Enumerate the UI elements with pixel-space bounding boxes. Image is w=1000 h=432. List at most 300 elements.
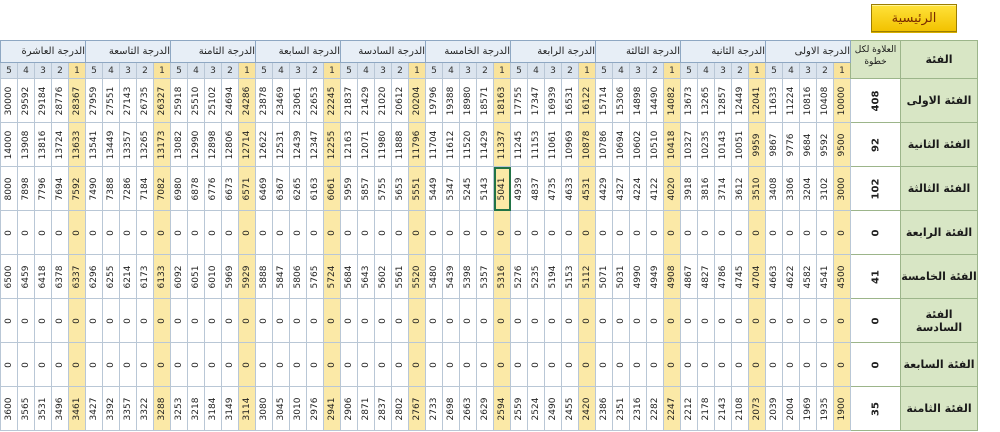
salary-cell[interactable] — [477, 343, 494, 387]
salary-cell[interactable] — [834, 123, 851, 167]
salary-cell[interactable] — [1, 123, 18, 167]
salary-cell[interactable] — [392, 123, 409, 167]
salary-cell[interactable] — [103, 255, 120, 299]
salary-cell[interactable] — [732, 387, 749, 431]
salary-cell[interactable] — [307, 343, 324, 387]
salary-cell[interactable] — [664, 255, 681, 299]
salary-cell[interactable] — [562, 255, 579, 299]
salary-cell[interactable] — [341, 211, 358, 255]
salary-cell[interactable] — [511, 211, 528, 255]
salary-cell[interactable] — [783, 123, 800, 167]
salary-cell[interactable] — [681, 255, 698, 299]
salary-cell[interactable] — [749, 211, 766, 255]
salary-cell[interactable] — [562, 167, 579, 211]
salary-cell[interactable] — [239, 387, 256, 431]
salary-cell[interactable] — [579, 387, 596, 431]
salary-cell[interactable] — [35, 387, 52, 431]
salary-cell[interactable] — [511, 343, 528, 387]
salary-cell[interactable] — [800, 343, 817, 387]
salary-cell[interactable] — [613, 79, 630, 123]
salary-cell[interactable] — [647, 255, 664, 299]
salary-cell[interactable] — [494, 79, 511, 123]
salary-cell[interactable] — [460, 79, 477, 123]
salary-cell[interactable] — [154, 299, 171, 343]
salary-cell[interactable] — [18, 211, 35, 255]
salary-cell[interactable] — [664, 211, 681, 255]
salary-cell[interactable] — [273, 167, 290, 211]
salary-cell[interactable] — [392, 211, 409, 255]
salary-cell[interactable] — [120, 211, 137, 255]
salary-cell[interactable] — [460, 343, 477, 387]
salary-cell[interactable] — [392, 299, 409, 343]
salary-cell[interactable] — [749, 167, 766, 211]
salary-cell[interactable] — [749, 299, 766, 343]
salary-cell[interactable] — [290, 123, 307, 167]
salary-cell[interactable] — [800, 123, 817, 167]
salary-cell[interactable] — [69, 123, 86, 167]
salary-cell[interactable] — [1, 255, 18, 299]
salary-cell[interactable] — [290, 299, 307, 343]
salary-cell[interactable] — [766, 123, 783, 167]
salary-cell[interactable] — [494, 255, 511, 299]
salary-cell[interactable] — [205, 343, 222, 387]
salary-cell[interactable] — [426, 387, 443, 431]
salary-cell[interactable] — [103, 387, 120, 431]
salary-cell[interactable] — [256, 299, 273, 343]
salary-cell[interactable] — [426, 343, 443, 387]
salary-cell[interactable] — [834, 211, 851, 255]
salary-cell[interactable] — [443, 79, 460, 123]
salary-cell[interactable] — [409, 255, 426, 299]
salary-cell[interactable] — [766, 167, 783, 211]
salary-cell[interactable] — [239, 79, 256, 123]
salary-cell[interactable] — [35, 79, 52, 123]
salary-cell[interactable] — [681, 343, 698, 387]
salary-cell[interactable] — [630, 167, 647, 211]
salary-cell[interactable] — [392, 343, 409, 387]
salary-cell[interactable] — [749, 123, 766, 167]
salary-cell[interactable] — [52, 387, 69, 431]
salary-cell[interactable] — [154, 123, 171, 167]
salary-cell[interactable] — [443, 299, 460, 343]
salary-cell[interactable] — [52, 255, 69, 299]
salary-cell[interactable] — [18, 123, 35, 167]
salary-cell[interactable] — [800, 255, 817, 299]
increment-cell[interactable] — [851, 255, 901, 299]
salary-cell[interactable] — [647, 167, 664, 211]
salary-cell[interactable] — [613, 167, 630, 211]
salary-cell[interactable] — [18, 255, 35, 299]
salary-cell[interactable] — [273, 255, 290, 299]
salary-cell[interactable] — [579, 167, 596, 211]
salary-cell[interactable] — [834, 387, 851, 431]
salary-cell[interactable] — [188, 387, 205, 431]
salary-cell[interactable] — [222, 211, 239, 255]
salary-cell[interactable] — [375, 387, 392, 431]
salary-cell[interactable] — [443, 167, 460, 211]
salary-cell[interactable] — [511, 299, 528, 343]
salary-cell[interactable] — [409, 123, 426, 167]
salary-cell[interactable] — [817, 299, 834, 343]
salary-cell[interactable] — [494, 167, 511, 211]
salary-cell[interactable] — [545, 211, 562, 255]
salary-cell[interactable] — [562, 79, 579, 123]
salary-cell[interactable] — [817, 167, 834, 211]
salary-cell[interactable] — [732, 343, 749, 387]
salary-cell[interactable] — [69, 387, 86, 431]
salary-cell[interactable] — [307, 211, 324, 255]
salary-cell[interactable] — [392, 255, 409, 299]
salary-cell[interactable] — [375, 123, 392, 167]
salary-cell[interactable] — [630, 79, 647, 123]
salary-cell[interactable] — [171, 79, 188, 123]
salary-cell[interactable] — [307, 387, 324, 431]
salary-cell[interactable] — [698, 211, 715, 255]
salary-cell[interactable] — [681, 211, 698, 255]
salary-cell[interactable] — [392, 167, 409, 211]
salary-cell[interactable] — [596, 299, 613, 343]
salary-cell[interactable] — [545, 255, 562, 299]
salary-cell[interactable] — [460, 211, 477, 255]
salary-cell[interactable] — [324, 211, 341, 255]
salary-cell[interactable] — [35, 255, 52, 299]
salary-cell[interactable] — [341, 299, 358, 343]
salary-cell[interactable] — [1, 211, 18, 255]
salary-cell[interactable] — [171, 343, 188, 387]
salary-cell[interactable] — [545, 343, 562, 387]
salary-cell[interactable] — [579, 211, 596, 255]
salary-cell[interactable] — [528, 387, 545, 431]
salary-cell[interactable] — [69, 255, 86, 299]
salary-cell[interactable] — [18, 299, 35, 343]
salary-cell[interactable] — [579, 123, 596, 167]
salary-cell[interactable] — [460, 299, 477, 343]
main-menu-button[interactable]: الرئيسية — [871, 4, 957, 32]
salary-cell[interactable] — [358, 123, 375, 167]
salary-cell[interactable] — [341, 255, 358, 299]
salary-cell[interactable] — [681, 79, 698, 123]
salary-cell[interactable] — [817, 123, 834, 167]
salary-cell[interactable] — [103, 299, 120, 343]
salary-cell[interactable] — [154, 343, 171, 387]
salary-cell[interactable] — [358, 343, 375, 387]
salary-cell[interactable] — [35, 167, 52, 211]
salary-cell[interactable] — [698, 123, 715, 167]
salary-cell[interactable] — [290, 167, 307, 211]
salary-cell[interactable] — [647, 211, 664, 255]
salary-cell[interactable] — [69, 167, 86, 211]
salary-cell[interactable] — [732, 167, 749, 211]
salary-cell[interactable] — [800, 387, 817, 431]
salary-cell[interactable] — [307, 299, 324, 343]
salary-cell[interactable] — [69, 299, 86, 343]
salary-cell[interactable] — [375, 299, 392, 343]
salary-cell[interactable] — [171, 123, 188, 167]
salary-cell[interactable] — [392, 79, 409, 123]
salary-cell[interactable] — [426, 255, 443, 299]
salary-cell[interactable] — [800, 299, 817, 343]
salary-cell[interactable] — [205, 79, 222, 123]
salary-cell[interactable] — [358, 255, 375, 299]
salary-cell[interactable] — [834, 255, 851, 299]
salary-cell[interactable] — [205, 211, 222, 255]
salary-cell[interactable] — [120, 299, 137, 343]
salary-cell[interactable] — [681, 167, 698, 211]
salary-cell[interactable] — [409, 79, 426, 123]
salary-cell[interactable] — [477, 167, 494, 211]
salary-cell[interactable] — [596, 123, 613, 167]
salary-cell[interactable] — [341, 123, 358, 167]
salary-cell[interactable] — [171, 299, 188, 343]
salary-cell[interactable] — [290, 343, 307, 387]
salary-cell[interactable] — [630, 211, 647, 255]
salary-cell[interactable] — [749, 79, 766, 123]
salary-cell[interactable] — [698, 167, 715, 211]
salary-cell[interactable] — [562, 387, 579, 431]
salary-cell[interactable] — [307, 255, 324, 299]
salary-cell[interactable] — [766, 299, 783, 343]
salary-cell[interactable] — [35, 123, 52, 167]
salary-cell[interactable] — [358, 387, 375, 431]
salary-cell[interactable] — [579, 255, 596, 299]
salary-cell[interactable] — [443, 211, 460, 255]
salary-cell[interactable] — [647, 299, 664, 343]
increment-cell[interactable] — [851, 123, 901, 167]
salary-cell[interactable] — [460, 387, 477, 431]
salary-cell[interactable] — [630, 123, 647, 167]
salary-cell[interactable] — [324, 387, 341, 431]
salary-cell[interactable] — [239, 299, 256, 343]
salary-cell[interactable] — [120, 167, 137, 211]
salary-cell[interactable] — [766, 211, 783, 255]
salary-cell[interactable] — [188, 167, 205, 211]
salary-cell[interactable] — [511, 255, 528, 299]
salary-cell[interactable] — [52, 123, 69, 167]
salary-cell[interactable] — [443, 387, 460, 431]
salary-cell[interactable] — [528, 211, 545, 255]
salary-cell[interactable] — [154, 387, 171, 431]
salary-cell[interactable] — [137, 211, 154, 255]
salary-cell[interactable] — [426, 79, 443, 123]
salary-cell[interactable] — [18, 343, 35, 387]
salary-cell[interactable] — [1, 79, 18, 123]
salary-cell[interactable] — [103, 123, 120, 167]
salary-cell[interactable] — [154, 167, 171, 211]
salary-cell[interactable] — [358, 79, 375, 123]
salary-cell[interactable] — [222, 79, 239, 123]
salary-cell[interactable] — [256, 255, 273, 299]
salary-cell[interactable] — [681, 387, 698, 431]
salary-cell[interactable] — [52, 299, 69, 343]
salary-cell[interactable] — [630, 387, 647, 431]
salary-cell[interactable] — [477, 299, 494, 343]
salary-cell[interactable] — [239, 167, 256, 211]
salary-cell[interactable] — [256, 79, 273, 123]
salary-cell[interactable] — [154, 79, 171, 123]
salary-cell[interactable] — [664, 79, 681, 123]
salary-cell[interactable] — [732, 123, 749, 167]
salary-cell[interactable] — [477, 123, 494, 167]
salary-cell[interactable] — [834, 167, 851, 211]
salary-cell[interactable] — [579, 79, 596, 123]
salary-cell[interactable] — [766, 255, 783, 299]
salary-cell[interactable] — [664, 167, 681, 211]
salary-cell[interactable] — [800, 167, 817, 211]
salary-cell[interactable] — [817, 255, 834, 299]
salary-cell[interactable] — [222, 343, 239, 387]
salary-cell[interactable] — [596, 211, 613, 255]
salary-cell[interactable] — [103, 211, 120, 255]
salary-cell[interactable] — [732, 255, 749, 299]
increment-cell[interactable] — [851, 387, 901, 431]
salary-cell[interactable] — [290, 79, 307, 123]
salary-cell[interactable] — [647, 79, 664, 123]
salary-cell[interactable] — [392, 387, 409, 431]
salary-cell[interactable] — [783, 255, 800, 299]
salary-cell[interactable] — [188, 299, 205, 343]
salary-cell[interactable] — [171, 211, 188, 255]
salary-cell[interactable] — [545, 167, 562, 211]
salary-cell[interactable] — [103, 343, 120, 387]
salary-cell[interactable] — [596, 343, 613, 387]
salary-cell[interactable] — [511, 167, 528, 211]
salary-cell[interactable] — [103, 79, 120, 123]
salary-cell[interactable] — [562, 123, 579, 167]
salary-cell[interactable] — [188, 211, 205, 255]
salary-cell[interactable] — [800, 79, 817, 123]
salary-cell[interactable] — [664, 387, 681, 431]
salary-cell[interactable] — [86, 79, 103, 123]
salary-cell[interactable] — [137, 387, 154, 431]
salary-cell[interactable] — [698, 299, 715, 343]
salary-cell[interactable] — [273, 211, 290, 255]
salary-cell[interactable] — [358, 211, 375, 255]
salary-cell[interactable] — [681, 123, 698, 167]
salary-cell[interactable] — [409, 299, 426, 343]
salary-cell[interactable] — [528, 299, 545, 343]
salary-cell[interactable] — [664, 343, 681, 387]
salary-cell[interactable] — [715, 123, 732, 167]
salary-cell[interactable] — [86, 255, 103, 299]
salary-cell[interactable] — [86, 123, 103, 167]
salary-cell[interactable] — [239, 123, 256, 167]
salary-cell[interactable] — [528, 167, 545, 211]
salary-cell[interactable] — [86, 167, 103, 211]
salary-cell[interactable] — [137, 343, 154, 387]
salary-cell[interactable] — [205, 387, 222, 431]
salary-cell[interactable] — [698, 255, 715, 299]
salary-cell[interactable] — [205, 123, 222, 167]
salary-cell[interactable] — [171, 387, 188, 431]
salary-cell[interactable] — [52, 167, 69, 211]
salary-cell[interactable] — [783, 387, 800, 431]
salary-cell[interactable] — [324, 79, 341, 123]
salary-cell[interactable] — [511, 387, 528, 431]
salary-cell[interactable] — [545, 123, 562, 167]
salary-cell[interactable] — [120, 343, 137, 387]
salary-cell[interactable] — [341, 387, 358, 431]
salary-cell[interactable] — [188, 79, 205, 123]
salary-cell[interactable] — [596, 167, 613, 211]
salary-cell[interactable] — [460, 123, 477, 167]
salary-cell[interactable] — [205, 299, 222, 343]
salary-cell[interactable] — [511, 123, 528, 167]
salary-cell[interactable] — [494, 387, 511, 431]
salary-cell[interactable] — [443, 343, 460, 387]
salary-cell[interactable] — [443, 123, 460, 167]
salary-cell[interactable] — [630, 343, 647, 387]
salary-cell[interactable] — [1, 343, 18, 387]
salary-cell[interactable] — [834, 343, 851, 387]
salary-cell[interactable] — [715, 79, 732, 123]
salary-cell[interactable] — [426, 123, 443, 167]
salary-cell[interactable] — [613, 299, 630, 343]
salary-cell[interactable] — [409, 387, 426, 431]
salary-cell[interactable] — [766, 387, 783, 431]
salary-cell[interactable] — [698, 387, 715, 431]
salary-cell[interactable] — [358, 167, 375, 211]
salary-cell[interactable] — [664, 123, 681, 167]
salary-cell[interactable] — [239, 255, 256, 299]
salary-cell[interactable] — [290, 255, 307, 299]
salary-cell[interactable] — [426, 299, 443, 343]
salary-cell[interactable] — [477, 79, 494, 123]
salary-cell[interactable] — [647, 387, 664, 431]
salary-cell[interactable] — [222, 387, 239, 431]
salary-cell[interactable] — [154, 211, 171, 255]
salary-cell[interactable] — [426, 167, 443, 211]
salary-cell[interactable] — [613, 255, 630, 299]
salary-cell[interactable] — [137, 123, 154, 167]
salary-cell[interactable] — [307, 123, 324, 167]
salary-cell[interactable] — [69, 211, 86, 255]
salary-cell[interactable] — [749, 387, 766, 431]
increment-cell[interactable] — [851, 343, 901, 387]
salary-cell[interactable] — [715, 343, 732, 387]
salary-cell[interactable] — [120, 79, 137, 123]
salary-cell[interactable] — [205, 167, 222, 211]
salary-cell[interactable] — [341, 79, 358, 123]
salary-cell[interactable] — [375, 211, 392, 255]
salary-cell[interactable] — [545, 299, 562, 343]
salary-cell[interactable] — [171, 167, 188, 211]
salary-cell[interactable] — [375, 167, 392, 211]
salary-cell[interactable] — [273, 299, 290, 343]
salary-cell[interactable] — [35, 299, 52, 343]
salary-cell[interactable] — [188, 123, 205, 167]
salary-cell[interactable] — [86, 299, 103, 343]
salary-cell[interactable] — [86, 211, 103, 255]
salary-cell[interactable] — [749, 255, 766, 299]
salary-cell[interactable] — [562, 211, 579, 255]
salary-cell[interactable] — [1, 299, 18, 343]
salary-cell[interactable] — [409, 167, 426, 211]
salary-cell[interactable] — [324, 255, 341, 299]
salary-cell[interactable] — [477, 211, 494, 255]
salary-cell[interactable] — [596, 255, 613, 299]
salary-cell[interactable] — [222, 299, 239, 343]
salary-cell[interactable] — [103, 167, 120, 211]
salary-cell[interactable] — [222, 123, 239, 167]
salary-cell[interactable] — [324, 123, 341, 167]
salary-cell[interactable] — [732, 211, 749, 255]
salary-cell[interactable] — [52, 211, 69, 255]
salary-cell[interactable] — [647, 123, 664, 167]
salary-cell[interactable] — [273, 123, 290, 167]
salary-cell[interactable] — [681, 299, 698, 343]
salary-cell[interactable] — [511, 79, 528, 123]
salary-cell[interactable] — [613, 387, 630, 431]
